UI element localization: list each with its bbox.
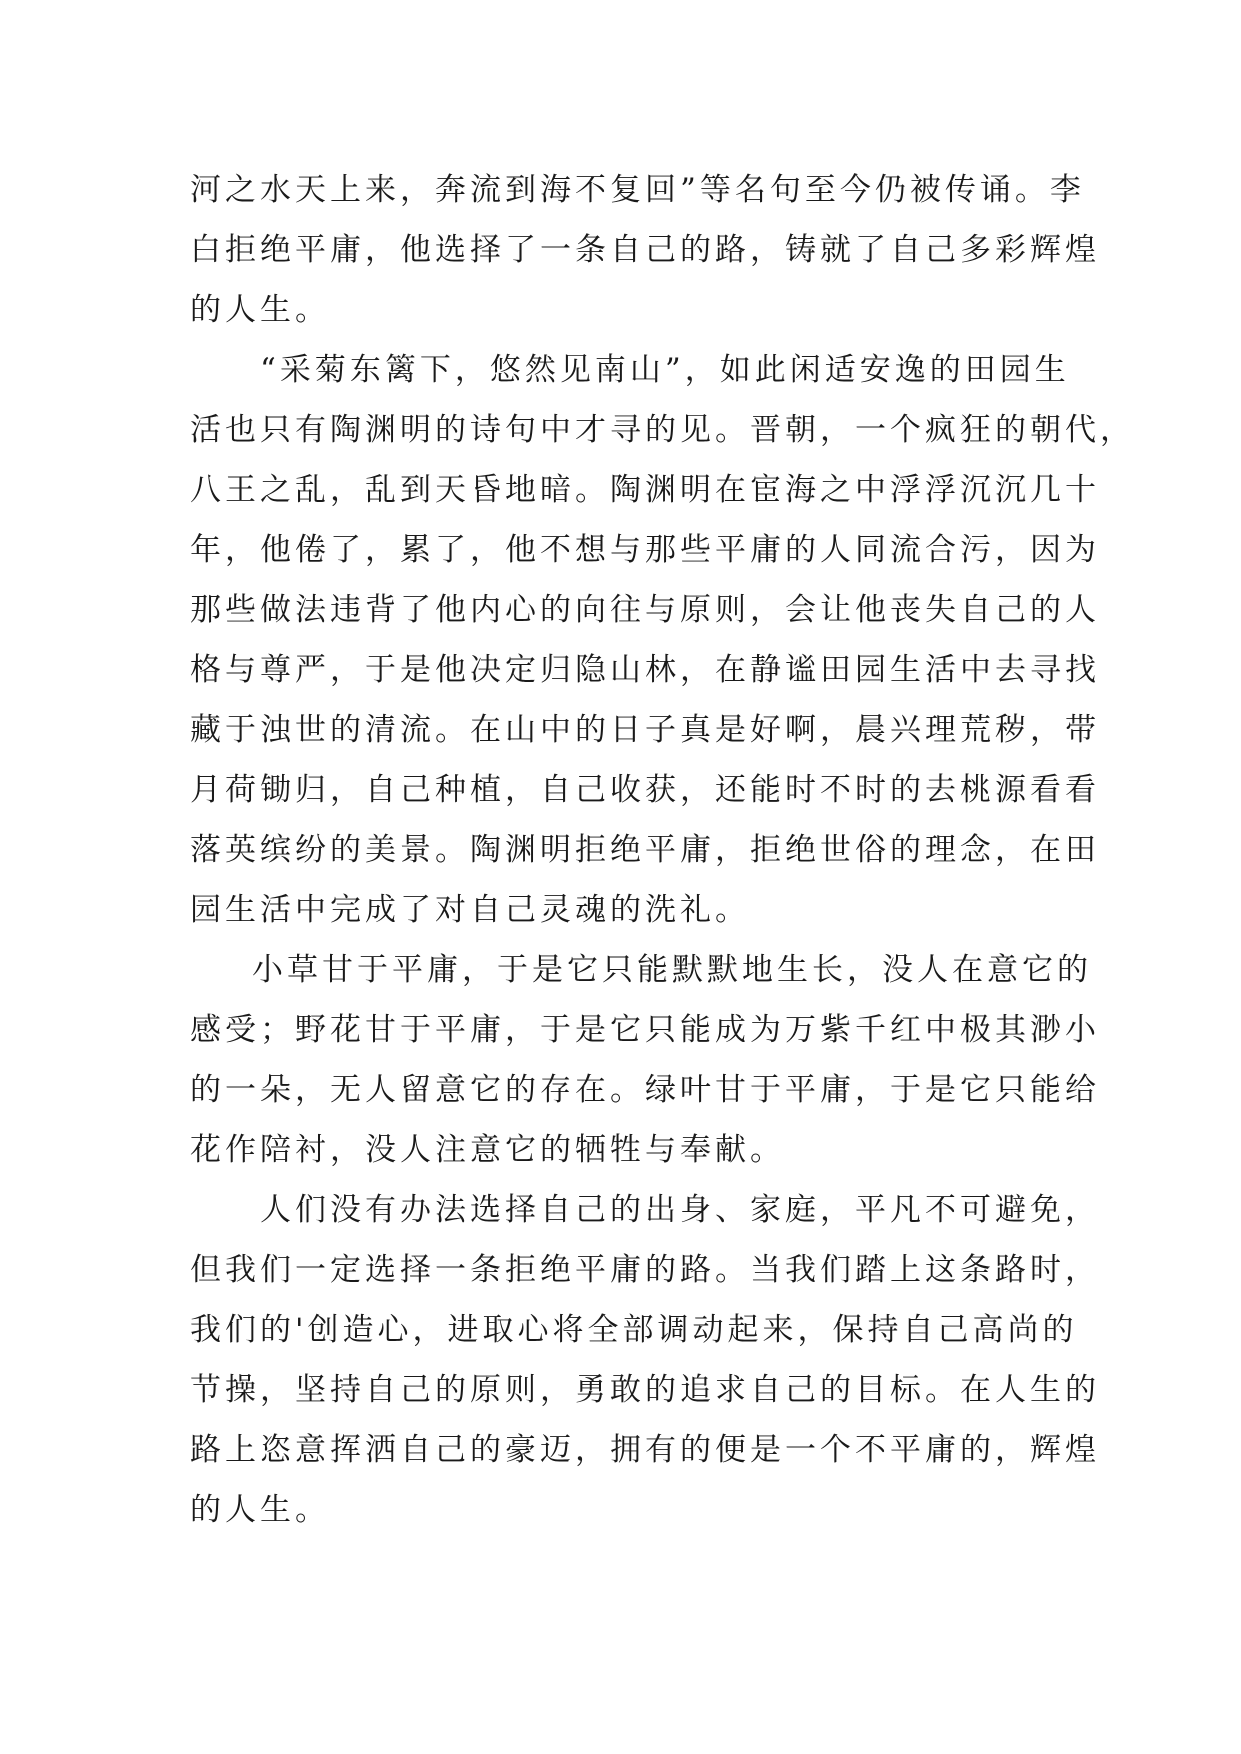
text-line: 那些做法违背了他内心的向往与原则，会让他丧失自己的人 xyxy=(190,592,1100,628)
paragraph-conclusion xyxy=(190,1180,1100,1540)
text-line: 落英缤纷的美景。陶渊明拒绝平庸，拒绝世俗的理念，在田 xyxy=(190,832,1100,868)
text-line: 我们的'创造心，进取心将全部调动起来，保持自己高尚的 xyxy=(190,1312,1078,1348)
text-line: 路上恣意挥洒自己的豪迈，拥有的便是一个不平庸的，辉煌 xyxy=(190,1432,1100,1468)
text-line: 但我们一定选择一条拒绝平庸的路。当我们踏上这条路时， xyxy=(190,1252,1100,1288)
paragraph-grass-flowers xyxy=(190,940,1100,1180)
text-line: 的人生。 xyxy=(190,1492,330,1528)
text-line: 八王之乱，乱到天昏地暗。陶渊明在宦海之中浮浮沉沉几十 xyxy=(190,472,1100,508)
text-line: “采菊东篱下，悠然见南山”，如此闲适安逸的田园生 xyxy=(260,352,1070,388)
text-line: 活也只有陶渊明的诗句中才寻的见。晋朝，一个疯狂的朝代， xyxy=(190,412,1135,448)
text-line: 河之水天上来，奔流到海不复回”等名句至今仍被传诵。李 xyxy=(190,172,1085,208)
text-line: 感受；野花甘于平庸，于是它只能成为万紫千红中极其渺小 xyxy=(190,1012,1100,1048)
text-line: 的一朵，无人留意它的存在。绿叶甘于平庸，于是它只能给 xyxy=(190,1072,1100,1108)
paragraph-li-bai xyxy=(190,160,1100,340)
paragraph-tao-yuanming xyxy=(190,340,1135,940)
text-line: 花作陪衬，没人注意它的牺牲与奉献。 xyxy=(190,1132,785,1168)
text-line: 的人生。 xyxy=(190,292,330,328)
text-line: 园生活中完成了对自己灵魂的洗礼。 xyxy=(190,892,750,928)
text-line: 藏于浊世的清流。在山中的日子真是好啊，晨兴理荒秽，带 xyxy=(190,712,1100,748)
text-line: 年，他倦了，累了，他不想与那些平庸的人同流合污，因为 xyxy=(190,532,1100,568)
body-text xyxy=(190,160,1135,1540)
text-line: 格与尊严，于是他决定归隐山林，在静谧田园生活中去寻找 xyxy=(190,652,1100,688)
text-line: 月荷锄归，自己种植，自己收获，还能时不时的去桃源看看 xyxy=(190,772,1100,808)
text-line: 小草甘于平庸，于是它只能默默地生长，没人在意它的 xyxy=(252,952,1092,988)
text-line: 节操，坚持自己的原则，勇敢的追求自己的目标。在人生的 xyxy=(190,1372,1100,1408)
text-line: 人们没有办法选择自己的出身、家庭，平凡不可避免， xyxy=(260,1192,1100,1228)
text-line: 白拒绝平庸，他选择了一条自己的路，铸就了自己多彩辉煌 xyxy=(190,232,1100,268)
